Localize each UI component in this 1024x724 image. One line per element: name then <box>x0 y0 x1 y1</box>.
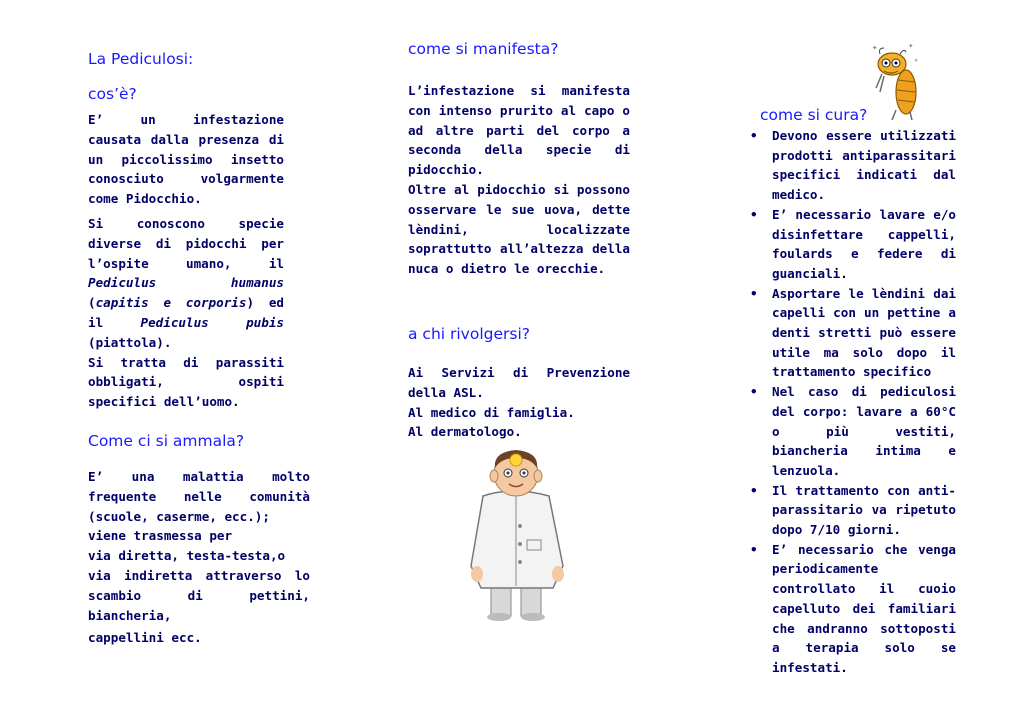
section-heading-contacts: a chi rivolgersi? <box>408 324 531 343</box>
svg-text:✦: ✦ <box>872 43 878 53</box>
species-name-pubis: Pediculus pubis <box>140 314 284 330</box>
column-right <box>746 106 956 678</box>
contact-item: Ai Servizi di Prevenzione della ASL. <box>408 364 630 400</box>
section-heading-symptoms: come si manifesta? <box>408 40 559 58</box>
bullet-icon: • <box>750 384 758 400</box>
parasite-text: Si tratta di parassiti obbligati, ospiti specifici dell’uomo. <box>88 354 284 410</box>
list-item-text: Asportare le lèndini dai capelli con un pettine a denti stretti può essere utile ma solo dopo il trattamento specifico <box>772 285 956 380</box>
list-item <box>746 481 956 540</box>
column-middle <box>408 40 630 442</box>
species-subtypes: capitis e corporis <box>95 295 247 311</box>
list-item <box>746 126 956 205</box>
intro-paragraph: E’ un infestazione causata dalla presenza di un piccolissimo insetto conosciuto volgarmente come Pidocchio. <box>88 112 284 207</box>
transmission-line-4: cappellini ecc. <box>88 630 202 646</box>
species-common-name: (piattola). <box>88 334 172 350</box>
bullet-icon: • <box>750 482 758 498</box>
list-item-text: Devono essere utilizzati prodotti antiparassitari specifici indicati dal medico. <box>772 128 956 203</box>
species-paragraph <box>88 214 284 412</box>
contacts-list <box>408 363 630 442</box>
symptoms-paragraph-2: Oltre al pidocchio si possono osservare le sue uova, dette lèndini, localizzate soprattutto all’altezza della nuca o dietro le orecchie. <box>408 181 630 277</box>
treatment-list <box>746 126 956 678</box>
bullet-icon: • <box>750 206 758 222</box>
list-item <box>746 382 956 481</box>
species-paren-open: ( <box>88 295 96 311</box>
species-text: Si conoscono specie diverse di pidocchi per l’ospite umano, il <box>88 215 284 271</box>
bullet-icon: • <box>750 128 758 143</box>
contact-item: Al medico di famiglia. <box>408 404 575 420</box>
symptoms-paragraph-1: L’infestazione si manifesta con intenso prurito al capo o ad altre parti del corpo a seconda della specie di pidocchio. <box>408 83 630 178</box>
page-title: La Pediculosi: <box>88 50 194 68</box>
transmission-line-3: via indiretta attraverso lo scambio di pettini, biancheria, <box>88 567 310 623</box>
doctor-cartoon-icon <box>465 446 575 624</box>
section-heading-contagion: Come ci si ammala? <box>88 431 245 450</box>
transmission-line-1: viene trasmessa per <box>88 528 233 544</box>
list-item-text: Nel caso di pediculosi del corpo: lavare a 60°C o più vestiti, biancheria intima e lenzuola. <box>772 384 956 478</box>
contact-item: Al dermatologo. <box>408 424 522 440</box>
species-name-humanus: Pediculus humanus <box>88 275 284 291</box>
bullet-icon: • <box>750 285 758 301</box>
disease-paragraph: E’ una malattia molto frequente nelle comunità (scuole, caserme, ecc.); <box>88 468 310 524</box>
subtitle: cos’è? <box>88 85 137 103</box>
column-left <box>88 44 310 648</box>
svg-text:✦: ✦ <box>914 56 919 64</box>
list-item <box>746 540 956 678</box>
list-item <box>746 284 956 383</box>
list-item <box>746 205 956 284</box>
list-item-text: Il trattamento con anti-parassitario va ripetuto dopo 7/10 giorni. <box>772 482 956 538</box>
list-item-text: E’ necessario che venga periodicamente controllato il cuoio capelluto dei familiari che andranno sottoposti a terapia solo se infestati. <box>772 541 956 675</box>
list-item-text: E’ necessario lavare e/o disinfettare cappelli, foulards e federe di guanciali. <box>772 206 956 281</box>
species-paren-close: ) ed il <box>88 295 284 330</box>
transmission-line-2: via diretta, testa-testa,o <box>88 548 286 564</box>
section-heading-treatment: come si cura? <box>760 106 868 124</box>
svg-text:✦: ✦ <box>908 41 914 51</box>
bullet-icon: • <box>750 541 758 557</box>
